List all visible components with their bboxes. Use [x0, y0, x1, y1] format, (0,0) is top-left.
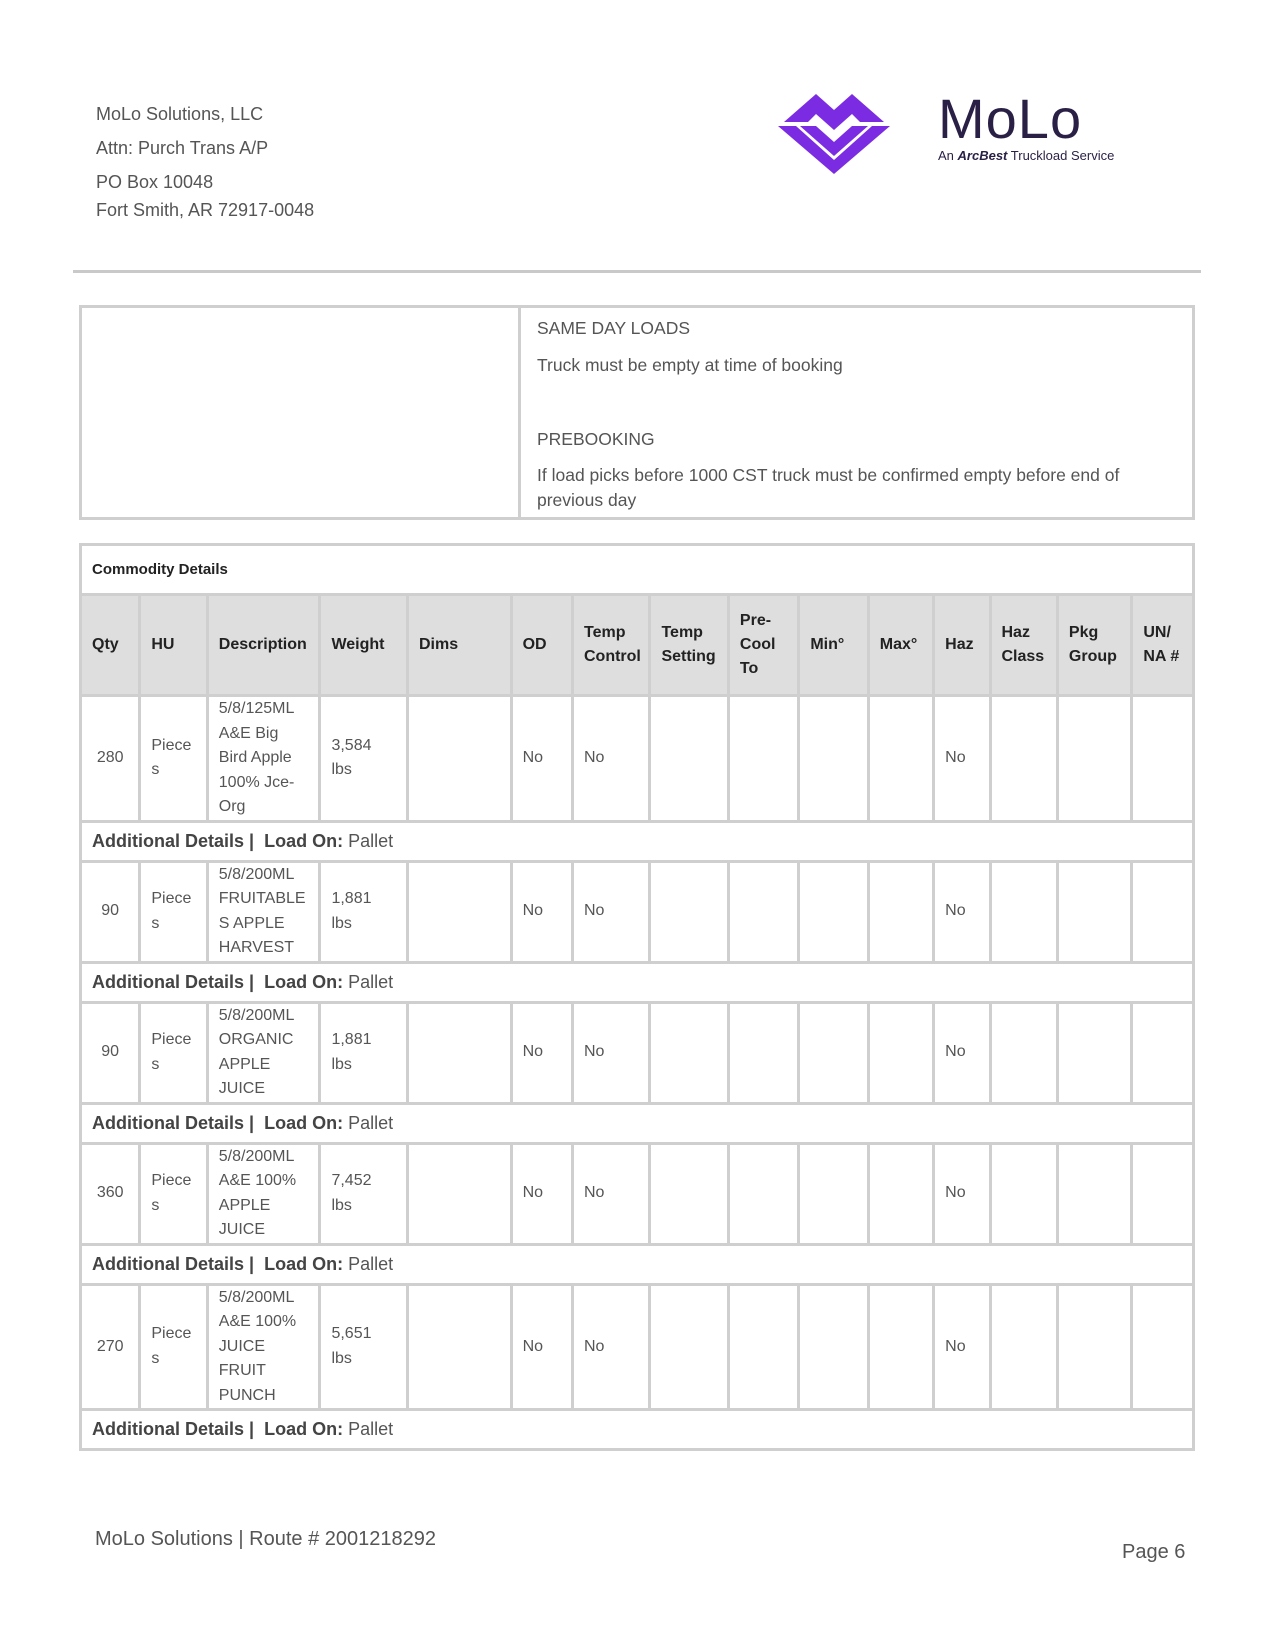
additional-details-label: Additional Details |: [92, 830, 255, 851]
load-on-value: Pallet: [348, 1253, 394, 1274]
cell-empty: [728, 1143, 798, 1244]
cell-empty: [799, 861, 868, 962]
molo-logo-mark-icon: [776, 84, 916, 176]
commodity-row: [81, 696, 1194, 822]
commodity-row: [81, 861, 1194, 962]
cell-empty: [1057, 861, 1131, 962]
cell-temp-control: No: [572, 1002, 649, 1103]
cell-description: 5/8/200ML A&E 100% JUICE FRUIT PUNCH: [207, 1284, 320, 1410]
load-on-label: Load On:: [264, 1253, 344, 1274]
column-header: OD: [511, 595, 572, 696]
cell-empty: [990, 696, 1057, 822]
cell-weight: 1,881 lbs: [320, 1002, 408, 1103]
commodity-title: Commodity Details: [81, 545, 1194, 595]
load-on-label: Load On:: [264, 830, 344, 851]
cell-empty: [990, 1002, 1057, 1103]
notes-divider: [518, 308, 521, 517]
cell-empty: [407, 696, 511, 822]
cell-empty: [990, 1143, 1057, 1244]
additional-details-cell: [81, 1103, 1194, 1143]
cell-od: No: [511, 1284, 572, 1410]
cell-empty: [799, 1002, 868, 1103]
cell-temp-control: No: [572, 1284, 649, 1410]
commodity-table: [79, 543, 1195, 1451]
load-notes-box: [79, 305, 1195, 520]
cell-weight: 3,584 lbs: [320, 696, 408, 822]
cell-od: No: [511, 1002, 572, 1103]
cell-od: No: [511, 696, 572, 822]
cell-empty: [407, 861, 511, 962]
cell-empty: [1132, 1284, 1194, 1410]
load-on-value: Pallet: [348, 971, 394, 992]
additional-details-row: [81, 962, 1194, 1002]
cell-empty: [728, 1284, 798, 1410]
cell-haz: No: [934, 696, 990, 822]
column-header: Temp Setting: [650, 595, 728, 696]
note-text-prebooking: If load picks before 1000 CST truck must be confirmed empty before end of previous day: [537, 465, 1120, 510]
cell-empty: [728, 861, 798, 962]
cell-od: No: [511, 1143, 572, 1244]
cell-empty: [728, 696, 798, 822]
cell-empty: [1132, 861, 1194, 962]
header-divider: [73, 270, 1201, 273]
cell-empty: [799, 696, 868, 822]
cell-empty: [990, 1284, 1057, 1410]
additional-details-row: [81, 821, 1194, 861]
cell-hu: Pieces: [140, 1284, 207, 1410]
cell-empty: [868, 861, 933, 962]
load-on-label: Load On:: [264, 1419, 344, 1439]
additional-details-label: Additional Details |: [92, 971, 255, 992]
cell-temp-control: No: [572, 1143, 649, 1244]
cell-empty: [650, 696, 728, 822]
cell-empty: [868, 1143, 933, 1244]
additional-details-cell: [81, 1410, 1194, 1450]
additional-details-cell: [81, 821, 1194, 861]
page-number: Page 6: [1122, 1541, 1186, 1563]
column-header: Weight: [320, 595, 408, 696]
cell-empty: [650, 1284, 728, 1410]
cell-haz: No: [934, 861, 990, 962]
cell-empty: [799, 1284, 868, 1410]
column-header: Qty: [81, 595, 140, 696]
additional-details-label: Additional Details |: [92, 1253, 255, 1274]
column-header: Temp Control: [572, 595, 649, 696]
address-line-company: MoLo Solutions, LLC: [96, 104, 264, 124]
logo-tag-prefix: An: [938, 148, 954, 163]
commodity-row: [81, 1002, 1194, 1103]
cell-weight: 5,651 lbs: [320, 1284, 408, 1410]
cell-empty: [650, 1002, 728, 1103]
cell-description: 5/8/200ML FRUITABLES APPLE HARVEST: [207, 861, 320, 962]
cell-qty: 280: [81, 696, 140, 822]
cell-qty: 270: [81, 1284, 140, 1410]
additional-details-row: [81, 1410, 1194, 1450]
address-line-attn: Attn: Purch Trans A/P: [96, 138, 269, 158]
cell-empty: [868, 696, 933, 822]
cell-empty: [728, 1002, 798, 1103]
additional-details-cell: [81, 962, 1194, 1002]
cell-temp-control: No: [572, 696, 649, 822]
column-header: UN/ NA #: [1132, 595, 1194, 696]
note-heading-same-day: SAME DAY LOADS: [537, 318, 691, 338]
cell-haz: No: [934, 1143, 990, 1244]
cell-qty: 90: [81, 1002, 140, 1103]
additional-details-row: [81, 1103, 1194, 1143]
cell-hu: Pieces: [140, 1002, 207, 1103]
additional-details-row: [81, 1244, 1194, 1284]
cell-empty: [868, 1002, 933, 1103]
commodity-row: [81, 1143, 1194, 1244]
cell-weight: 1,881 lbs: [320, 861, 408, 962]
logo-wordmark: MoLo: [938, 87, 1083, 150]
cell-description: 5/8/200ML A&E 100% APPLE JUICE: [207, 1143, 320, 1244]
cell-empty: [407, 1002, 511, 1103]
cell-weight: 7,452 lbs: [320, 1143, 408, 1244]
address-line-pobox: PO Box 10048: [96, 172, 214, 192]
cell-empty: [1132, 1002, 1194, 1103]
cell-empty: [407, 1284, 511, 1410]
column-header: Description: [207, 595, 320, 696]
cell-description: 5/8/125ML A&E Big Bird Apple 100% Jce-Org: [207, 696, 320, 822]
column-header: Dims: [407, 595, 511, 696]
load-on-value: Pallet: [348, 830, 394, 851]
logo-tag-brand: ArcBest: [957, 148, 1008, 163]
column-header: Max°: [868, 595, 933, 696]
cell-hu: Pieces: [140, 861, 207, 962]
molo-logo: [776, 84, 1156, 176]
cell-empty: [1057, 1284, 1131, 1410]
cell-empty: [1057, 1002, 1131, 1103]
note-text-same-day: Truck must be empty at time of booking: [537, 355, 843, 375]
cell-haz: No: [934, 1002, 990, 1103]
cell-qty: 90: [81, 861, 140, 962]
cell-empty: [1132, 696, 1194, 822]
column-header: HU: [140, 595, 207, 696]
cell-hu: Pieces: [140, 696, 207, 822]
load-on-label: Load On:: [264, 971, 344, 992]
column-header: Pre-Cool To: [728, 595, 798, 696]
cell-empty: [799, 1143, 868, 1244]
column-header: Haz Class: [990, 595, 1057, 696]
footer-route: MoLo Solutions | Route # 2001218292: [95, 1528, 437, 1550]
cell-empty: [868, 1284, 933, 1410]
load-on-value: Pallet: [348, 1112, 394, 1133]
commodity-row: [81, 1284, 1194, 1410]
column-header: Haz: [934, 595, 990, 696]
cell-empty: [407, 1143, 511, 1244]
cell-empty: [650, 861, 728, 962]
column-header: Min°: [799, 595, 868, 696]
note-heading-prebooking: PREBOOKING: [537, 429, 655, 449]
column-header: Pkg Group: [1057, 595, 1131, 696]
additional-details-cell: [81, 1244, 1194, 1284]
cell-temp-control: No: [572, 861, 649, 962]
cell-description: 5/8/200ML ORGANIC APPLE JUICE: [207, 1002, 320, 1103]
logo-tagline: [938, 148, 1114, 163]
cell-empty: [650, 1143, 728, 1244]
additional-details-label: Additional Details |: [92, 1112, 255, 1133]
cell-qty: 360: [81, 1143, 140, 1244]
cell-empty: [1057, 1143, 1131, 1244]
commodity-header-row: [81, 595, 1194, 696]
address-line-city: Fort Smith, AR 72917-0048: [96, 200, 315, 220]
cell-hu: Pieces: [140, 1143, 207, 1244]
cell-od: No: [511, 861, 572, 962]
cell-empty: [1132, 1143, 1194, 1244]
load-on-value: Pallet: [348, 1419, 394, 1439]
logo-tag-suffix: Truckload Service: [1010, 148, 1115, 163]
cell-empty: [1057, 696, 1131, 822]
load-on-label: Load On:: [264, 1112, 344, 1133]
cell-haz: No: [934, 1284, 990, 1410]
cell-empty: [990, 861, 1057, 962]
additional-details-label: Additional Details |: [92, 1419, 255, 1439]
